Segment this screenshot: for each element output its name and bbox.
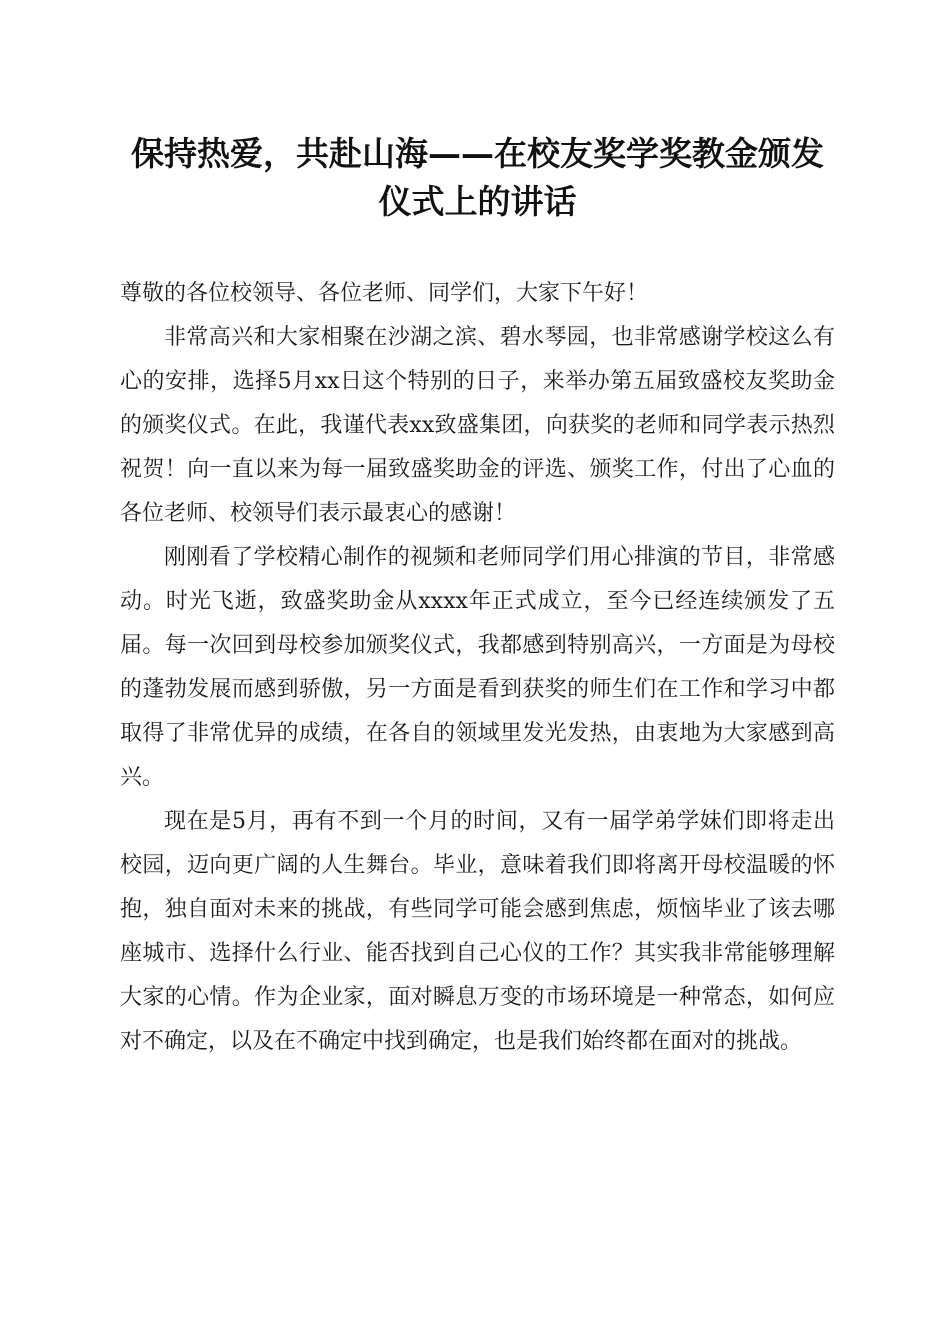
- paragraph: 非常高兴和大家相聚在沙湖之滨、碧水琴园，也非常感谢学校这么有心的安排，选择5月xx日这个特别的日子，来举办第五届致盛校友奖助金的颁奖仪式。在此，我谨代表xx致盛集团，向获奖的老师和同学表示热烈祝贺！向一直以来为每一届致盛奖助金的评选、颁奖工作，付出了心血的各位老师、校领导们表示最衷心的感谢！: [120, 325, 835, 526]
- paragraph: 刚刚看了学校精心制作的视频和老师同学们用心排演的节目，非常感动。时光飞逝，致盛奖助金从xxxx年正式成立，至今已经连续颁发了五届。每一次回到母校参加颁奖仪式，我都感到特别高兴，一方面是为母校的蓬勃发展而感到骄傲，另一方面是看到获奖的师生们在工作和学习中都取得了非常优异的成绩，在各自的领域里发光发热，由衷地为大家感到高兴。: [120, 545, 835, 790]
- document-title: 保持热爱，共赴山海——在校友奖学奖教金颁发仪式上的讲话: [131, 134, 824, 221]
- document-body: [120, 272, 835, 1064]
- paragraph: 现在是5月，再有不到一个月的时间，又有一届学弟学妹们即将走出校园，迈向更广阔的人生舞台。毕业，意味着我们即将离开母校温暖的怀抱，独自面对未来的挑战，有些同学可能会感到焦虑，烦恼毕业了该去哪座城市、选择什么行业、能否找到自己心仪的工作？其实我非常能够理解大家的心情。作为企业家，面对瞬息万变的市场环境是一种常态，如何应对不确定，以及在不确定中找到确定，也是我们始终都在面对的挑战。: [120, 809, 835, 1054]
- greeting: 尊敬的各位校领导、各位老师、同学们，大家下午好！: [120, 281, 649, 306]
- document-page: [120, 130, 835, 1064]
